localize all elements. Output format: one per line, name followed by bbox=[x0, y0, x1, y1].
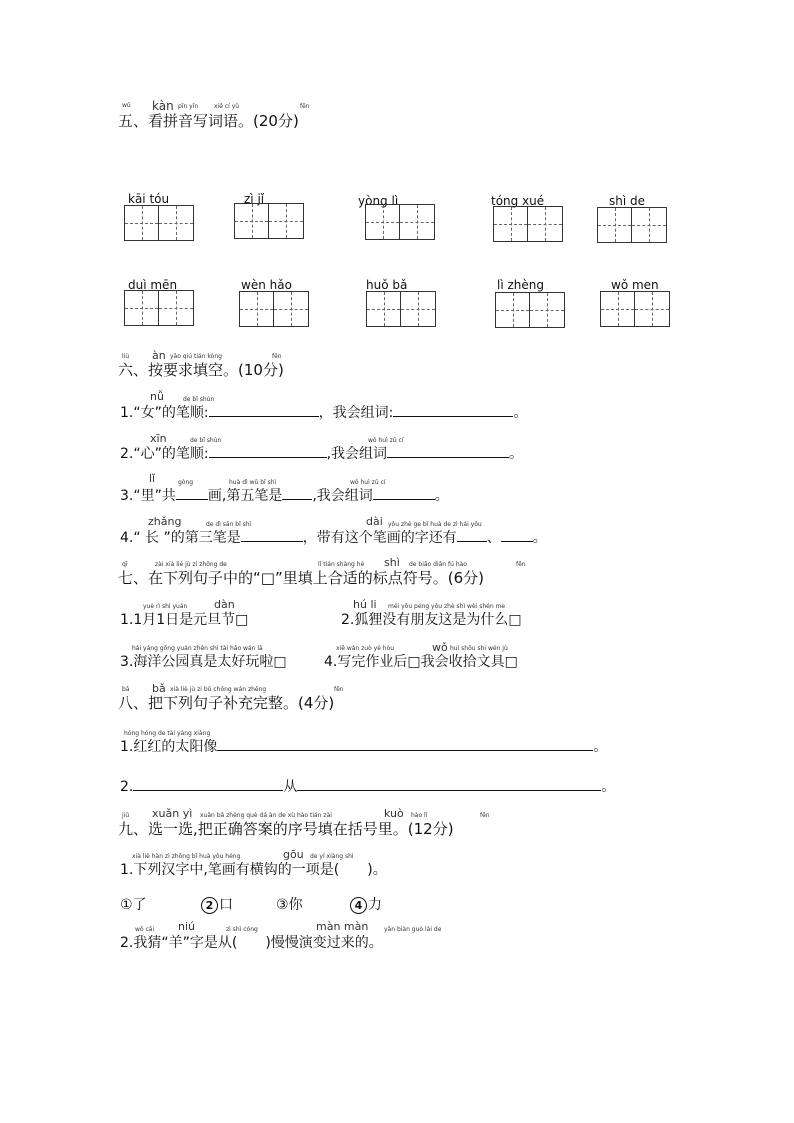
writing-grid[interactable] bbox=[600, 291, 670, 327]
pinyin-annotation: hǎi yáng gōng yuán zhēn shì tài hǎo wán lā bbox=[132, 645, 263, 652]
pinyin-word: huǒ bǎ bbox=[366, 278, 408, 292]
pinyin-annotation: bā bbox=[122, 686, 130, 693]
option-3[interactable]: ③你 bbox=[276, 897, 303, 913]
pinyin-annotation: méi yǒu péng yǒu zhè shì wèi shén me bbox=[388, 603, 506, 610]
pinyin-word: lì zhèng bbox=[497, 278, 544, 292]
option-2[interactable]: 2 口 bbox=[201, 894, 233, 914]
writing-grid[interactable] bbox=[495, 292, 565, 328]
question-7-3: 3.海洋公园真是太好玩啦□ bbox=[120, 654, 287, 670]
pinyin-annotation: wǔ bbox=[122, 102, 131, 109]
pinyin-annotation: jiǔ bbox=[122, 812, 130, 819]
pinyin-annotation: niú bbox=[178, 920, 195, 933]
pinyin-annotation: fēn bbox=[272, 353, 282, 360]
answer-blank[interactable] bbox=[241, 527, 303, 542]
question-8-1: 1.红红的太阳像 。 bbox=[120, 736, 607, 756]
pinyin-annotation: huì shōu shi wén jù bbox=[450, 645, 508, 652]
pinyin-annotation: zhǎng bbox=[148, 515, 182, 528]
pinyin-annotation: xiě cí yǔ bbox=[214, 103, 240, 110]
pinyin-annotation: zài xià liè jù zi zhōng de bbox=[155, 561, 227, 568]
pinyin-annotation: fēn bbox=[516, 561, 526, 568]
pinyin-annotation: de bǐ shùn bbox=[183, 396, 215, 403]
pinyin-word: shì de bbox=[609, 194, 646, 208]
pinyin-annotation: de biāo diǎn fú hào bbox=[409, 561, 467, 568]
question-8-2: 2. 从 。 bbox=[120, 776, 615, 796]
pinyin-word: yòng lì bbox=[358, 194, 399, 208]
pinyin-word: zì jǐ bbox=[244, 192, 265, 206]
question-6-2: 2.“心”的笔顺: ,我会组词 。 bbox=[120, 443, 523, 463]
answer-blank[interactable] bbox=[373, 485, 435, 500]
question-7-2: 2.狐狸没有朋友这是为什么□ bbox=[341, 612, 522, 628]
pinyin-annotation: fēn bbox=[480, 812, 490, 819]
pinyin-annotation: nǚ bbox=[150, 390, 164, 403]
pinyin-annotation: xuǎn yì bbox=[152, 807, 193, 820]
pinyin-annotation: de dì sān bǐ shì bbox=[206, 521, 252, 528]
pinyin-annotation: xīn bbox=[150, 432, 167, 445]
pinyin-annotation: shì bbox=[384, 556, 400, 569]
pinyin-annotation: hào lǐ bbox=[411, 812, 428, 819]
section-6-title: 六、按要求填空。(10分) bbox=[118, 361, 284, 379]
section-9-title: 九、选一选,把正确答案的序号填在括号里。(12分) bbox=[118, 820, 454, 838]
option-1[interactable]: ①了 bbox=[120, 897, 147, 913]
answer-blank[interactable] bbox=[217, 736, 593, 751]
pinyin-annotation: fēn bbox=[300, 103, 310, 110]
pinyin-annotation: wǒ huì zǔ cí bbox=[350, 479, 386, 486]
pinyin-word: wèn hǎo bbox=[241, 278, 292, 292]
pinyin-annotation: kàn bbox=[152, 99, 174, 113]
writing-grid[interactable] bbox=[234, 203, 304, 239]
pinyin-annotation: pīn yīn bbox=[178, 103, 199, 110]
writing-grid[interactable] bbox=[597, 207, 667, 243]
pinyin-word: kāi tóu bbox=[128, 192, 170, 206]
pinyin-word: duì mēn bbox=[128, 278, 178, 292]
pinyin-annotation: yuè rì shì yuán bbox=[143, 603, 188, 610]
pinyin-annotation: hóng hóng de tài yáng xiàng bbox=[124, 730, 211, 737]
pinyin-annotation: bǎ bbox=[152, 682, 166, 695]
pinyin-annotation: de bǐ shùn bbox=[190, 437, 222, 444]
pinyin-annotation: gōu bbox=[283, 848, 304, 861]
pinyin-annotation: de yí xiàng shì bbox=[310, 853, 354, 860]
answer-blank[interactable] bbox=[282, 485, 312, 500]
pinyin-annotation: hú li bbox=[353, 598, 377, 611]
pinyin-word: wǒ men bbox=[611, 278, 659, 292]
writing-grid[interactable] bbox=[124, 205, 194, 241]
pinyin-annotation: yāo qiú tián kòng bbox=[170, 353, 222, 360]
question-7-4: 4.写完作业后□我会收拾文具□ bbox=[324, 654, 518, 670]
section-5-title: 五、看拼音写词语。(20分) bbox=[118, 112, 299, 130]
pinyin-word: tóng xué bbox=[491, 194, 545, 208]
section-7-title: 七、在下列句子中的“□”里填上合适的标点符号。(6分) bbox=[118, 569, 484, 587]
option-4[interactable]: 4 力 bbox=[350, 894, 382, 914]
answer-blank[interactable] bbox=[209, 443, 327, 458]
question-6-3: 3.“里”共 画,第五笔是 ,我会组词 。 bbox=[120, 485, 449, 505]
pinyin-annotation: huà dì wǔ bǐ shì bbox=[229, 479, 277, 486]
pinyin-annotation: liù bbox=[122, 353, 130, 360]
answer-blank[interactable] bbox=[133, 776, 283, 791]
question-7-1: 1.1月1日是元旦节□ bbox=[120, 612, 249, 628]
pinyin-annotation: wǒ bbox=[432, 641, 448, 654]
pinyin-annotation: kuò bbox=[384, 807, 404, 820]
answer-blank[interactable] bbox=[297, 776, 601, 791]
pinyin-annotation: qī bbox=[122, 561, 128, 568]
pinyin-annotation: xiě wán zuò yè hòu bbox=[336, 645, 395, 652]
pinyin-annotation: lǐ tián shàng hé bbox=[318, 561, 365, 568]
answer-blank[interactable] bbox=[501, 527, 533, 542]
pinyin-annotation: dàn bbox=[214, 598, 235, 611]
pinyin-annotation: yǎn biàn guò lái de bbox=[384, 926, 442, 933]
writing-grid[interactable] bbox=[239, 291, 309, 327]
pinyin-annotation: wǒ cāi bbox=[135, 926, 155, 933]
pinyin-annotation: màn màn bbox=[316, 920, 369, 933]
writing-grid[interactable] bbox=[366, 291, 436, 327]
question-9-1: 1.下列汉字中,笔画有横钩的一项是( )。 bbox=[120, 862, 387, 878]
pinyin-annotation: xià liè hàn zì zhōng bǐ huà yǒu héng bbox=[132, 853, 241, 860]
pinyin-annotation: yǒu zhè ge bǐ huà de zì hái yǒu bbox=[388, 521, 482, 528]
answer-blank[interactable] bbox=[209, 402, 319, 417]
question-6-4: 4.“ 长 ”的第三笔是 ，带有这个笔画的字还有 、 。 bbox=[120, 527, 547, 547]
pinyin-annotation: xià liè jù zi bǔ chōng wán zhěng bbox=[170, 686, 267, 693]
answer-blank[interactable] bbox=[393, 402, 513, 417]
question-9-2: 2.我猜“羊”字是从( )慢慢演变过来的。 bbox=[120, 935, 383, 951]
pinyin-annotation: àn bbox=[152, 349, 166, 362]
writing-grid[interactable] bbox=[365, 204, 435, 240]
question-6-1: 1.“女”的笔顺: ，我会组词: 。 bbox=[120, 402, 527, 422]
pinyin-annotation: lǐ bbox=[149, 472, 156, 485]
pinyin-annotation: gòng bbox=[178, 479, 194, 486]
writing-grid[interactable] bbox=[493, 206, 563, 242]
answer-blank[interactable] bbox=[176, 485, 208, 500]
pinyin-annotation: dài bbox=[366, 515, 383, 528]
section-8-title: 八、把下列句子补充完整。(4分) bbox=[118, 694, 335, 712]
writing-grid[interactable] bbox=[124, 290, 194, 326]
pinyin-annotation: fēn bbox=[334, 686, 344, 693]
pinyin-annotation: zì shì cóng bbox=[226, 926, 258, 933]
pinyin-annotation: xuǎn bǎ zhèng què dá àn de xù hào tián zài bbox=[200, 812, 332, 819]
answer-blank[interactable] bbox=[457, 527, 487, 542]
answer-blank[interactable] bbox=[387, 443, 509, 458]
pinyin-annotation: wǒ huì zǔ cí bbox=[368, 437, 404, 444]
